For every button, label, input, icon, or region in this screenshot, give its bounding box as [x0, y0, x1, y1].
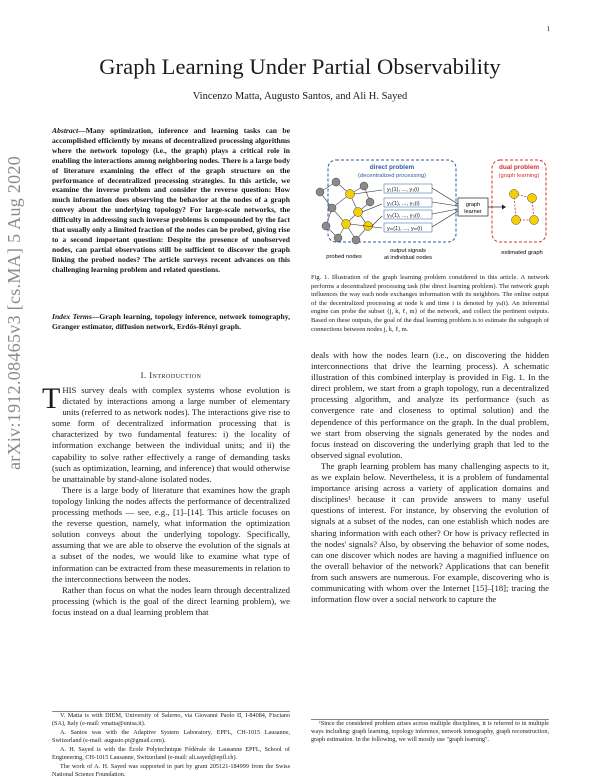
- output-signals-label-1: output signals: [390, 248, 426, 254]
- direct-problem-title: direct problem: [369, 164, 415, 171]
- abstract-lead: Abstract: [52, 126, 79, 135]
- section-heading: I. Introduction: [140, 370, 202, 380]
- signal-rows: [384, 184, 432, 232]
- paper-title: Graph Learning Under Partial Observability: [99, 54, 501, 79]
- footnote-matta: V. Matta is with DIEM, University of Salerno, via Giovanni Paolo II, I-84084, Fisciano (SA), Italy (e-mail: vmatta@unisa.it).: [52, 712, 290, 727]
- probed-node: [342, 220, 351, 229]
- intro-paragraph-1: HIS survey deals with complex systems whose evolution is dictated by interactions among a large number of elementary units (referred to as network nodes). The interactions give rise to some form of decentralized information processing that is characterized by two fundamental features: i) the locality of information exchange between the individual units; and ii) the capability to solve rather effectively a range of demanding tasks (such as optimization, learning, and inference) that would otherwise be unattainable by stand-alone isolated nodes.: [52, 385, 290, 484]
- estimated-graph: [510, 190, 539, 225]
- abstract: [52, 126, 290, 275]
- affiliation-footnotes: [52, 712, 290, 780]
- right-column-body: [311, 350, 549, 605]
- right-paragraph-2: The graph learning problem has many challenging aspects to it, as we explain below. Nevertheless, it is a problem of fundamental importance arising across a variety of application domains and disciplines¹ because it can provide answers to many useful questions of interest. For instance, by observing the evolution of signals at a subset of the nodes, can one establish which nodes are sharing information with each other? Or how is privacy reflected in the nodes' signals? Also, by observing the behavior of some nodes, can one discover which nodes are having a magnified influence on the overall behavior of the network? Applications that can benefit from such answers are numerous. For example, discovering who is communicating with whom over the Internet [15]–[18]; tracing the information flow over a social network to capture the: [311, 460, 549, 605]
- estimated-graph-label: estimated graph: [501, 250, 543, 256]
- footnote-santos: A. Santos was with the Adaptive System Laboratory, EPFL, CH-1015 Lausanne, Switzerland (e-mail: augusto.pt@gmail.com).: [52, 729, 290, 744]
- paper-authors: Vincenzo Matta, Augusto Santos, and Ali H. Sayed: [192, 91, 408, 102]
- graph-learner-label-2: learner: [464, 209, 482, 215]
- introduction-body: [42, 382, 290, 618]
- probed-node: [346, 190, 355, 199]
- direct-problem-subtitle: (decentralized processing): [358, 173, 426, 179]
- output-signals-label-2: at individual nodes: [383, 255, 433, 261]
- dual-problem-title: dual problem: [498, 164, 540, 171]
- dual-problem-subtitle: (graph learning): [498, 173, 540, 179]
- signal-row-4: yₘ(1), ..., yₘ(i): [387, 226, 423, 232]
- intro-paragraph-3: Rather than focus on what the nodes learn through decentralized processing (which is the goal of the direct learning problem), we focus instead on a dual learning problem that: [52, 584, 290, 617]
- arxiv-stamp: arXiv:1912.08465v3 [cs.MA] 5 Aug 2020: [4, 155, 24, 470]
- footnote-1: ¹Since the considered problem arises across multiple disciplines, it is referred to in multiple ways including: graph learning, topology inference, network tomography, graph reconstruction, graph estimation. In the following, we will mostly use "graph learning".: [311, 720, 549, 743]
- figure-1: [310, 152, 550, 270]
- index-terms: [52, 312, 290, 332]
- probed-nodes-label: probed nodes: [326, 254, 362, 260]
- signal-row-1: y₁(1), ..., y₁(i): [387, 187, 420, 193]
- graph-learning-diagram: [310, 152, 550, 270]
- signal-row-3: y₃(1), ..., y₃(i): [387, 213, 420, 219]
- terminology-footnote: [311, 720, 549, 744]
- right-paragraph-1: deals with how the nodes learn (i.e., on discovering the hidden interconnections that drive the learning process). A schematic illustration of this combined interplay is provided in Fig. 1. In the direct problem, we start from a graph topology, run a decentralized processing algorithm, and analyze its performance (such as convergence rate and closeness to optimal solution) and the dependence of this performance on the graph. In the dual problem, we start from observing the signals generated by the nodes and focus instead on discovering the underlying graph that led to the observed signal evolution.: [311, 350, 549, 460]
- figure-caption: Fig. 1. Illustration of the graph learning problem considered in this article. A network performs a decentralized processing task (the direct learning problem). The network graph influences the way each node exchanges information with its neighbors. The online output of the decentralized processing at node k and time i is denoted by yₖ(i). An inferential engine can probe the subset {j, k, ℓ, m} of the network, and collect the pertinent outputs. Based on these outputs, the goal of the dual learning problem is to estimate the subgraph of connections between nodes j, k, ℓ, m.: [311, 274, 549, 333]
- page-number: 1: [546, 25, 550, 33]
- graph-learner-label-1: graph: [465, 202, 481, 208]
- arrow-head-icon: [502, 205, 506, 210]
- intro-paragraph-2: There is a large body of literature that examines how the graph topology linking the nodes affects the performance of decentralized processing methods — see, e.g., [1]–[14]. This article focuses on the reverse question, namely, what information the optimization solution conveys about the underlying topology. Specifically, assuming that we are able to observe the evolution of the signals at a subset of the nodes, we would like to examine what type of information can be extracted from these measurements in relation to the interconnections between the nodes.: [52, 484, 290, 584]
- abstract-text: —Many optimization, inference and learning tasks can be accomplished efficiently by means of decentralized processing algorithms where the network topology (i.e., the graph) plays a critical role in enabling the interactions among neighboring nodes. There is a large body of literature examining the effect of the graph structure on the performance of decentralized processing strategies. In this article, we examine the inverse problem and consider the reverse question: How much information does observing the behavior at the nodes of a graph convey about the underlying topology? For large-scale networks, the difficulty in addressing such inverse problems is compounded by the fact that usually only a limited fraction of the nodes can be probed, giving rise to a second important question: Despite the presence of unobserved nodes, can partial observations still be sufficient to discover the graph linking the probed nodes? The article surveys recent advances on this challenging learning problem and related questions.: [52, 126, 290, 274]
- index-terms-text: —Graph learning, topology inference, network tomography, Granger estimator, diffusion network, Erdős-Rényi graph.: [52, 312, 290, 331]
- footnote-funding: The work of A. H. Sayed was supported in part by grant 205121-184999 from the Swiss National Science Foundation.: [52, 763, 290, 778]
- drop-cap: T: [42, 382, 61, 415]
- signal-row-2: y₂(1), ..., y₂(i): [387, 201, 420, 207]
- probed-node: [354, 208, 363, 217]
- index-terms-lead: Index Terms: [52, 312, 92, 321]
- learner-arrows: [432, 188, 458, 227]
- footnote-sayed: A. H. Sayed is with the École Polytechnique Fédérale de Lausanne EPFL, School of Engineering, CH-1015 Lausanne, Switzerland (e-mail: ali.sayed@epfl.ch).: [52, 746, 290, 761]
